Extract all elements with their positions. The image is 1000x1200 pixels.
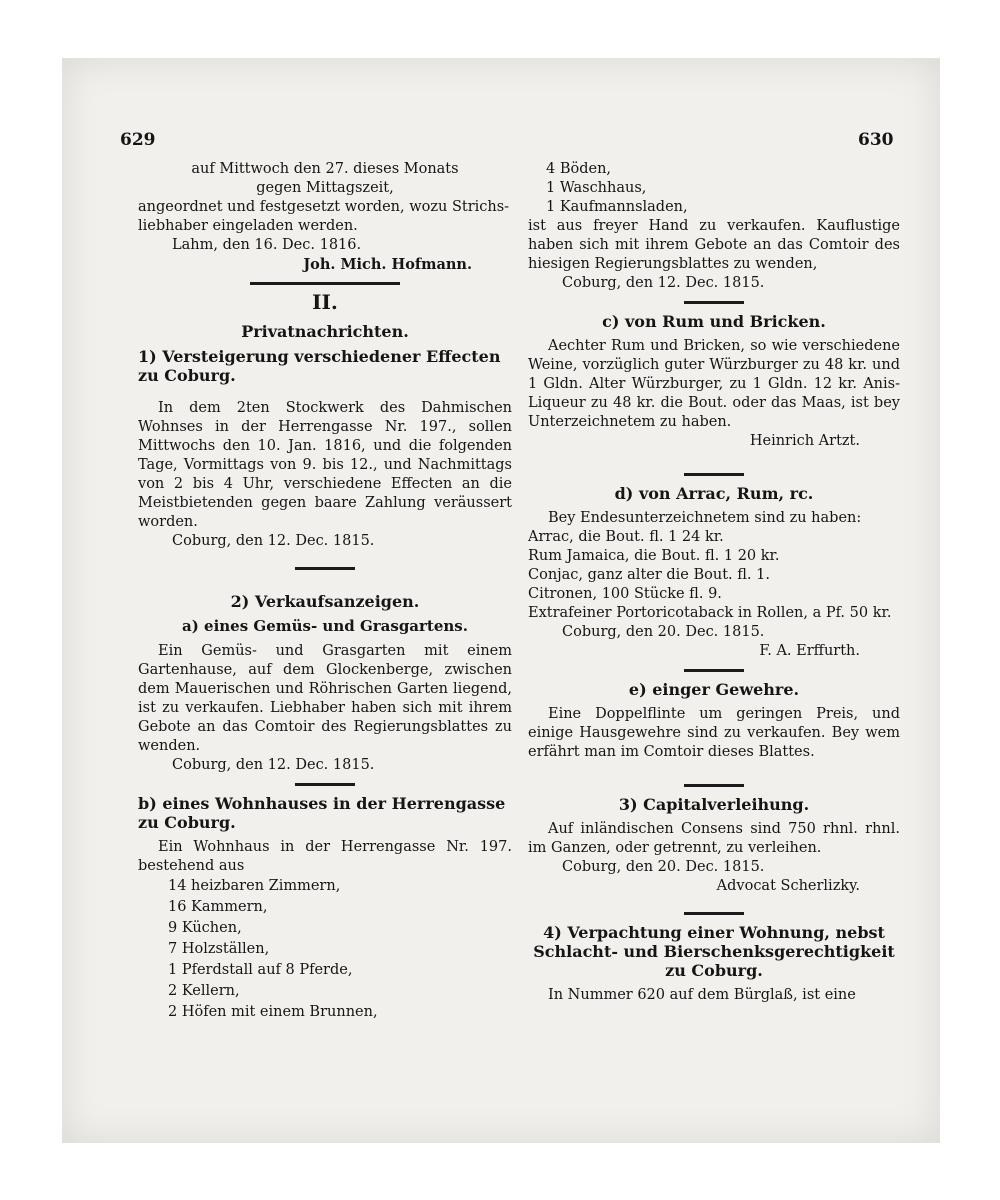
divider [684,784,744,787]
signature: F. A. Erffurth. [759,643,860,659]
list-item: 2 Kellern, [168,983,240,999]
intro-signature: Joh. Mich. Hofmann. [303,256,472,273]
divider [295,783,355,786]
notice-line: Citronen, 100 Stücke fl. 9. [528,586,722,602]
heading-gemuesgarten: a) eines Gemüs- und Grasgartens. [182,617,468,635]
signature: Heinrich Artzt. [749,433,860,449]
intro-line: liebhaber eingeladen werden. [138,218,358,234]
divider [295,567,355,570]
list-item: 1 Pferdstall auf 8 Pferde, [168,962,353,978]
list-item: 14 heizbaren Zimmern, [168,878,341,894]
list-item: 1 Kaufmannsladen, [546,199,688,215]
place-date: Coburg, den 12. Dec. 1815. [562,275,765,291]
notice-rum-bricken: Aechter Rum und Bricken, so wie verschiedene Weine, vorzüglich guter Würzburger zu 48 kr. und 1 Gldn. Alter Würzburger, zu 1 Gldn. 12 kr. Anis-Liqueur zu 48 kr. die Bout. oder das Maas, ist bey Unterzeichnetem zu haben. [528,338,900,430]
page-number-left: 629 [120,130,156,150]
place-date: Coburg, den 20. Dec. 1815. [562,859,765,875]
intro-line: angeordnet und festgesetzt worden, wozu Strichs- [138,199,510,215]
wohnhaus-list-continued [528,160,900,217]
place-date: Coburg, den 12. Dec. 1815. [172,533,375,549]
heading-gewehre: e) einger Gewehre. [628,680,800,699]
wohnhaus-list [138,876,512,1023]
list-item: 2 Höfen mit einem Brunnen, [168,1004,378,1020]
list-item: 9 Küchen, [168,920,242,936]
notice-gewehre: Eine Doppelflinte um geringen Preis, und einige Hausgewehre sind zu verkaufen. Bey wem erfährt man im Comtoir dieses Blattes. [528,706,900,760]
notice-verpachtung: In Nummer 620 auf dem Bürglaß, ist eine [548,987,856,1003]
intro-place-date: Lahm, den 16. Dec. 1816. [172,237,362,253]
notice-line: Rum Jamaica, die Bout. fl. 1 20 kr. [528,548,780,564]
list-item: 1 Waschhaus, [546,180,647,196]
section-divider [250,282,400,285]
notice-line: Conjac, ganz alter die Bout. fl. 1. [528,567,770,583]
notice-wohnhaus: Ein Wohnhaus in der Herrengasse Nr. 197. bestehend aus [138,839,512,874]
notice-wohnhaus-continued: ist aus freyer Hand zu verkaufen. Kauflustige haben sich mit ihrem Gebote an das Comtoir des hiesigen Regierungsblattes zu wenden, [528,218,900,272]
left-column [138,160,512,1023]
notice-gemuesgarten: Ein Gemüs- und Grasgarten mit einem Gartenhause, auf dem Glockenberge, zwischen dem Mauerischen und Röhrischen Garten liegend, ist zu verkaufen. Liebhaber haben sich mit ihrem Gebote an das Comtoir des Regierungsblattes zu wenden. [138,643,512,754]
divider [684,669,744,672]
notice-versteigerung: In dem 2ten Stockwerk des Dahmischen Wohnses in der Herrengasse Nr. 197., sollen Mittwochs den 10. Jan. 1816, und die folgenden Tage, Vormittags von 9. bis 12., und Nachmittags von 2 bis 4 Uhr, verschiedene Effecten an die Meistbietenden gegen baare Zahlung veräussert worden. [138,400,512,530]
signature: Advocat Scherlizky. [716,878,860,894]
right-column [528,160,900,1005]
notice-line: Arrac, die Bout. fl. 1 24 kr. [528,529,724,545]
intro-line: auf Mittwoch den 27. dieses Monats [191,161,459,177]
page-number-right: 630 [858,130,894,150]
intro-line: gegen Mittagszeit, [256,180,394,196]
divider [684,912,744,915]
notice-line: Bey Endesunterzeichnetem sind zu haben: [548,510,862,526]
divider [684,473,744,476]
heading-versteigerung: 1) Versteigerung verschiedener Effecten zu Coburg. [138,347,501,385]
heading-arrac-rum: d) von Arrac, Rum, rc. [614,484,814,503]
list-item: 16 Kammern, [168,899,268,915]
heading-rum-bricken: c) von Rum und Bricken. [602,312,826,331]
heading-wohnhaus: b) eines Wohnhauses in der Herrengasse zu Coburg. [138,794,506,832]
notice-line: Extrafeiner Portoricotaback in Rollen, a Pf. 50 kr. [528,605,892,621]
divider [684,301,744,304]
list-item: 7 Holzställen, [168,941,270,957]
heading-verkaufsanzeigen: 2) Verkaufsanzeigen. [230,592,420,611]
heading-capitalverleihung: 3) Capitalverleihung. [618,795,810,814]
heading-verpachtung: 4) Verpachtung einer Wohnung, nebst Schlacht- und Bierschenksgerechtigkeit zu Coburg. [533,923,895,980]
notice-capitalverleihung: Auf inländischen Consens sind 750 rhnl. rhnl. im Ganzen, oder getrennt, zu verleihen. [528,821,900,856]
section-title: Privatnachrichten. [241,322,409,341]
section-number: II. [312,290,338,314]
list-item: 4 Böden, [546,161,612,177]
place-date: Coburg, den 12. Dec. 1815. [172,757,375,773]
place-date: Coburg, den 20. Dec. 1815. [562,624,765,640]
